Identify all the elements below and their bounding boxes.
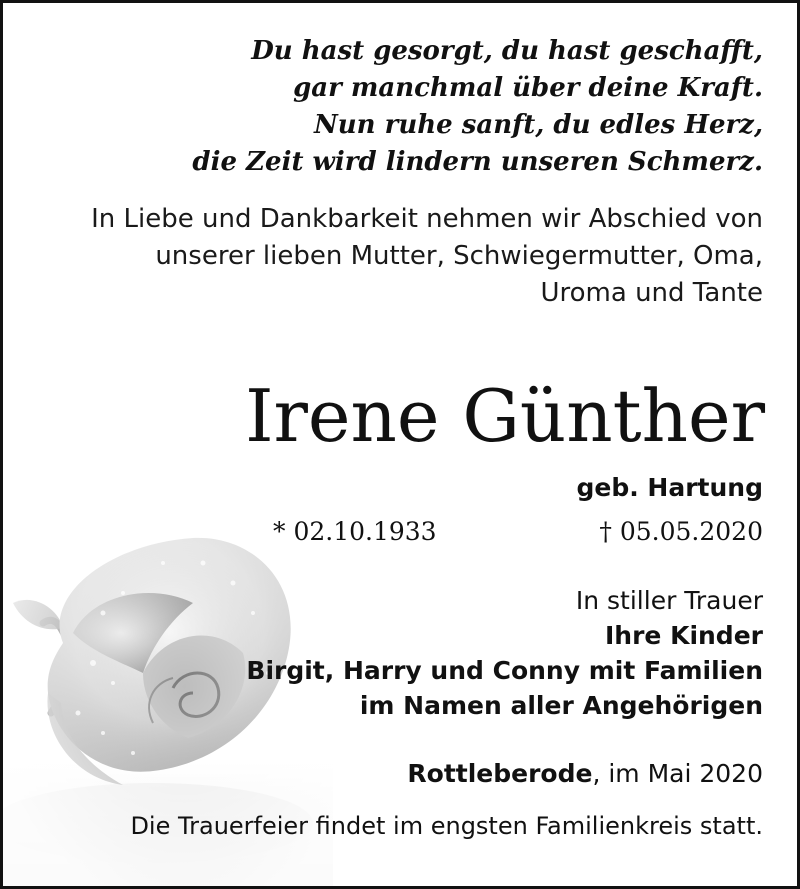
deceased-name: Irene Günther (245, 374, 765, 458)
mourners-opening: In stiller Trauer (575, 586, 763, 615)
intro-line: unserer lieben Mutter, Schwiegermutter, Oma, (155, 241, 763, 271)
death-date: † 05.05.2020 (599, 517, 763, 546)
place-name: Rottleberode (407, 759, 593, 788)
date-text: , im Mai 2020 (592, 759, 763, 788)
verse (192, 33, 763, 181)
mourners-line: im Namen aller Angehörigen (359, 691, 763, 720)
mourners-line: Birgit, Harry und Conny mit Familien (246, 656, 763, 685)
birth-date: * 02.10.1933 (273, 517, 437, 546)
place-date (407, 757, 763, 791)
maiden-name: geb. Hartung (576, 473, 763, 502)
verse-line: gar manchmal über deine Kraft. (293, 73, 763, 103)
intro-line: Uroma und Tante (540, 278, 763, 308)
mourners-line: Ihre Kinder (604, 621, 763, 650)
verse-line: Nun ruhe sanft, du edles Herz, (314, 110, 763, 140)
mourners-block (246, 583, 763, 723)
intro-text (91, 201, 763, 312)
verse-line: Du hast gesorgt, du hast geschafft, (251, 36, 763, 66)
funeral-note: Die Trauerfeier findet im engsten Familienkreis statt. (130, 812, 763, 840)
verse-line: die Zeit wird lindern unseren Schmerz. (192, 147, 763, 177)
intro-line: In Liebe und Dankbarkeit nehmen wir Abschied von (91, 204, 763, 234)
